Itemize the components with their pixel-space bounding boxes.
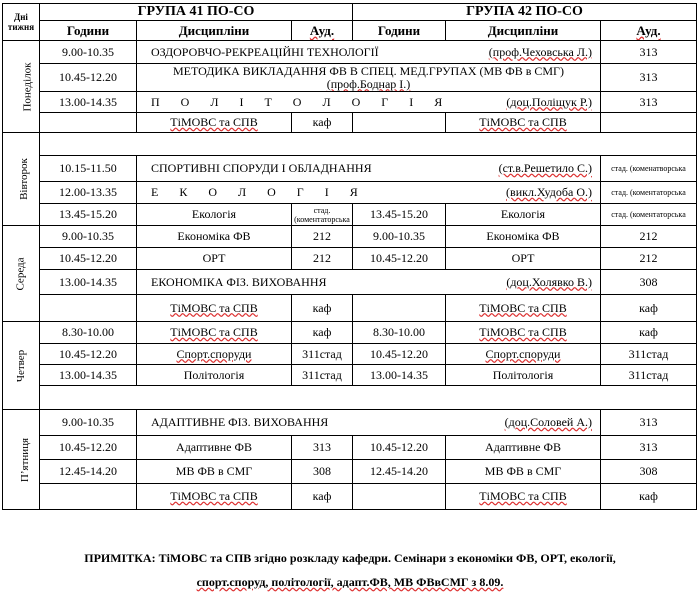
subject-header: Дисципліни [137,21,292,41]
table-row [3,410,697,436]
table-row [3,386,697,410]
day-monday: Понеділок [3,41,40,133]
footnote [18,546,682,594]
day-wednesday: Середа [3,226,40,322]
table-row [3,270,697,295]
room-cell: 311стад [292,344,353,365]
table-row [3,295,697,322]
room-cell: 313 [601,410,697,436]
table-row [3,133,697,156]
time-cell [353,295,446,322]
room-header: Ауд. [292,21,353,41]
time-cell [353,484,446,510]
group-41-header: ГРУПА 41 ПО-СО [40,4,353,21]
group-42-header: ГРУПА 42 ПО-СО [353,4,697,21]
room-cell: 313 [601,41,697,64]
room-cell: 313 [601,64,697,92]
time-header: Години [353,21,446,41]
time-cell: 12.00-13.35 [40,182,137,204]
time-cell: 9.00-10.35 [40,226,137,248]
table-row [3,344,697,365]
subject-cell: Політологія [446,365,601,386]
time-cell: 9.00-10.35 [40,41,137,64]
room-cell: каф [601,295,697,322]
room-header: Ауд. [601,21,697,41]
time-cell: 10.45-12.20 [40,436,137,460]
subject-cell: Е К О Л О Г І Я (викл.Худоба О.) [137,182,601,204]
subject-cell: АДАПТИВНЕ ФІЗ. ВИХОВАННЯ (доц.Соловей А.) [137,410,601,436]
time-cell: 13.00-14.35 [40,365,137,386]
subject-cell: ЕКОНОМІКА ФІЗ. ВИХОВАННЯ (доц.Холявко В.) [137,270,601,295]
table-row [3,322,697,344]
subject-cell: ТіМОВС та СПВ [446,484,601,510]
room-cell: 212 [601,226,697,248]
time-cell [40,484,137,510]
subject-cell: Політологія [137,365,292,386]
room-cell: каф [292,295,353,322]
time-cell: 8.30-10.00 [40,322,137,344]
room-cell: 313 [601,436,697,460]
room-cell: каф [292,484,353,510]
table-row [3,64,697,92]
room-cell: 311стад [292,365,353,386]
table-row [3,41,697,64]
room-cell: стад. (коментаторська [601,182,697,204]
room-cell [601,113,697,133]
subject-cell: ТіМОВС та СПВ [137,484,292,510]
time-cell: 10.15-11.50 [40,156,137,182]
schedule-table [2,3,697,510]
subject-cell: Адаптивне ФВ [446,436,601,460]
footnote-line-2: спорт.споруд, політології, адапт.ФВ, МВ ФВвСМГ з 8.09. [196,575,504,589]
subject-cell: ОРТ [137,248,292,270]
subject-cell: Екологія [446,204,601,226]
table-row [3,182,697,204]
room-cell: 212 [292,248,353,270]
table-row [3,113,697,133]
table-row [3,92,697,113]
table-row [3,365,697,386]
room-cell: 308 [292,460,353,484]
table-row [3,204,697,226]
table-row [3,436,697,460]
time-cell: 13.45-15.20 [353,204,446,226]
subject-cell: МВ ФВ в СМГ [137,460,292,484]
room-cell: стад. (коментаторська [601,204,697,226]
time-cell: 12.45-14.20 [353,460,446,484]
subject-cell: Спорт.споруди [137,344,292,365]
time-header: Години [40,21,137,41]
room-cell: 308 [601,460,697,484]
table-row [3,484,697,510]
room-cell: стад. (коментаторська [292,204,353,226]
room-cell: 311стад [601,344,697,365]
room-cell: каф [292,113,353,133]
time-cell: 8.30-10.00 [353,322,446,344]
table-row [3,248,697,270]
subject-cell: МЕТОДИКА ВИКЛАДАННЯ ФВ В СПЕЦ. МЕД.ГРУПАХ (МВ ФВ в СМГ) (проф.Боднар І.) [137,64,601,92]
subject-cell: ТіМОВС та СПВ [137,322,292,344]
subject-cell: ТіМОВС та СПВ [446,295,601,322]
subject-cell: ТіМОВС та СПВ [446,322,601,344]
room-cell: 212 [292,226,353,248]
time-cell: 10.45-12.20 [40,344,137,365]
room-cell: 308 [601,270,697,295]
subject-cell: Економіка ФВ [446,226,601,248]
table-row [3,460,697,484]
day-friday: П’ятниця [3,410,40,510]
time-cell: 10.45-12.20 [40,248,137,270]
time-cell [40,113,137,133]
subject-cell: ОЗДОРОВЧО-РЕКРЕАЦІЙНІ ТЕХНОЛОГІЇ (проф.Чеховська Л.) [137,41,601,64]
time-cell [40,295,137,322]
empty-row [40,133,697,156]
table-row [3,156,697,182]
subject-cell: П О Л І Т О Л О Г І Я (доц.Поліщук Р.) [137,92,601,113]
subject-cell: Економіка ФВ [137,226,292,248]
time-cell: 10.45-12.20 [353,344,446,365]
day-tuesday: Вівторок [3,133,40,226]
time-cell: 13.00-14.35 [40,270,137,295]
table-row [3,226,697,248]
subject-cell: Екологія [137,204,292,226]
days-header: Дні тижня [3,4,40,41]
room-cell: каф [292,322,353,344]
subject-cell: ОРТ [446,248,601,270]
time-cell: 9.00-10.35 [40,410,137,436]
time-cell [353,113,446,133]
day-thursday: Четвер [3,322,40,410]
subject-cell: ТіМОВС та СПВ [137,295,292,322]
time-cell: 10.45-12.20 [353,436,446,460]
room-cell: стад. (коменатворська [601,156,697,182]
subject-cell: Спорт.споруди [446,344,601,365]
room-cell: 212 [601,248,697,270]
time-cell: 13.45-15.20 [40,204,137,226]
subject-cell: Адаптивне ФВ [137,436,292,460]
footnote-line-1: ПРИМІТКА: ТіМОВС та СПВ згідно розкладу кафедри. Семінари з економіки ФВ, ОРТ, екології, [84,551,616,565]
room-cell: 311стад [601,365,697,386]
subject-cell: МВ ФВ в СМГ [446,460,601,484]
subject-cell: ТіМОВС та СПВ [137,113,292,133]
empty-row [40,386,697,410]
time-cell: 13.00-14.35 [40,92,137,113]
time-cell: 9.00-10.35 [353,226,446,248]
time-cell: 12.45-14.20 [40,460,137,484]
subject-cell: СПОРТИВНІ СПОРУДИ І ОБЛАДНАННЯ (ст.в.Решетило С.) [137,156,601,182]
subject-header: Дисципліни [446,21,601,41]
time-cell: 13.00-14.35 [353,365,446,386]
subject-cell: ТіМОВС та СПВ [446,113,601,133]
time-cell: 10.45-12.20 [353,248,446,270]
room-cell: каф [601,484,697,510]
room-cell: 313 [601,92,697,113]
time-cell: 10.45-12.20 [40,64,137,92]
room-cell: 313 [292,436,353,460]
room-cell: каф [601,322,697,344]
